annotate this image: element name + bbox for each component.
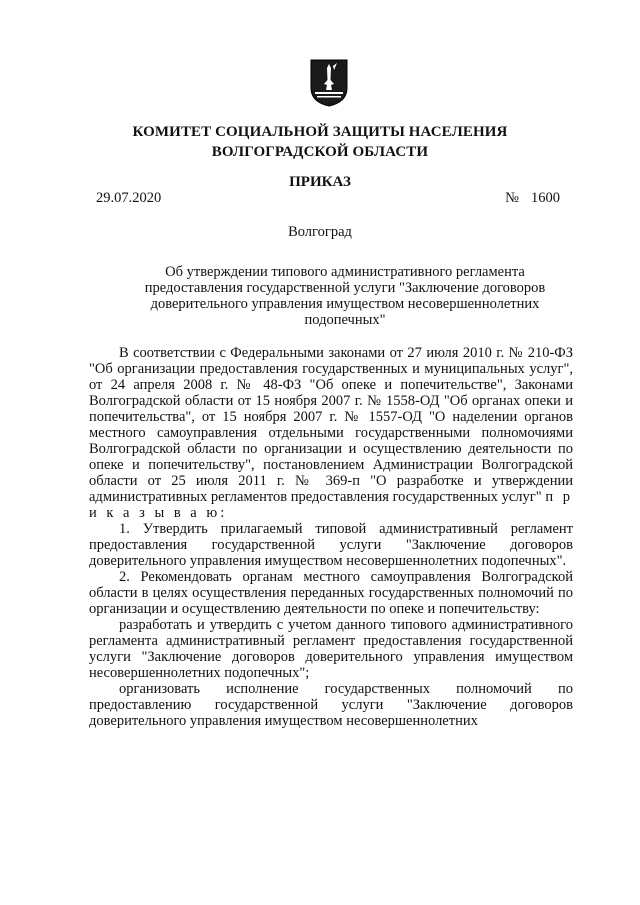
order-body xyxy=(89,345,573,729)
number-sign: № xyxy=(505,190,519,206)
order-subject xyxy=(130,264,560,328)
clause-2-item-develop: разработать и утвердить с учетом данного типового административного регламента административный регламент предоставления государственной услуги "Заключение договоров доверительного управления имуществом несовершеннолетних подопечных"; xyxy=(89,617,573,681)
order-directive: п р и к а з ы в а ю: xyxy=(89,489,573,521)
clause-2-paragraph: 2. Рекомендовать органам местного самоуправления Волгоградской области в целях осуществления переданных государственных полномочий по организации и осуществлению деятельности по опеке и попечительству: xyxy=(89,569,573,617)
preamble-paragraph xyxy=(89,345,573,521)
clause-2-item-organize: организовать исполнение государственных полномочий по предоставлению государственной услуги "Заключение договоров доверительного управления имуществом несовершеннолетних xyxy=(89,681,573,729)
subject-line-2: предоставления государственной услуги "Заключение договоров xyxy=(144,280,546,296)
subject-line-3: доверительного управления имуществом несовершеннолетних xyxy=(150,296,540,312)
document-type: ПРИКАЗ xyxy=(289,174,351,190)
subject-line-4: подопечных" xyxy=(304,312,386,328)
city-name: Волгоград xyxy=(288,224,352,240)
organization-name xyxy=(0,122,640,162)
volgograd-coat-of-arms-icon xyxy=(309,58,349,108)
clause-1-paragraph: 1. Утвердить прилагаемый типовой административный регламент предоставления государственной услуги "Заключение договоров доверительного управления имуществом несовершеннолетних подопечных". xyxy=(89,521,573,569)
org-line-2: ВОЛГОГРАДСКОЙ ОБЛАСТИ xyxy=(211,144,429,160)
order-number xyxy=(505,190,560,207)
preamble-text: В соответствии с Федеральными законами от 27 июля 2010 г. № 210-ФЗ "Об организации предоставления государственных и муниципальных услуг", от 24 апреля 2008 г. № 48-ФЗ "Об опеке и попечительстве", Законами Волгоградской области от 15 ноября 2007 г. № 1558-ОД "Об органах опеки и попечительства", от 15 ноября 2007 г. № 1557-ОД "О наделении органов местного самоуправления отдельными государственными полномочиями Волгоградской области по организации и осуществлению деятельности по опеке и попечительству", постановлением Администрации Волгоградской области от 25 июля 2011 г. № 369-п "О разработке и утверждении административных регламентов предоставления государственных услуг" xyxy=(89,345,573,505)
subject-line-1: Об утверждении типового административного регламента xyxy=(165,264,525,280)
org-line-1: КОМИТЕТ СОЦИАЛЬНОЙ ЗАЩИТЫ НАСЕЛЕНИЯ xyxy=(132,124,508,140)
number-value: 1600 xyxy=(531,190,560,206)
order-date: 29.07.2020 xyxy=(96,190,162,206)
